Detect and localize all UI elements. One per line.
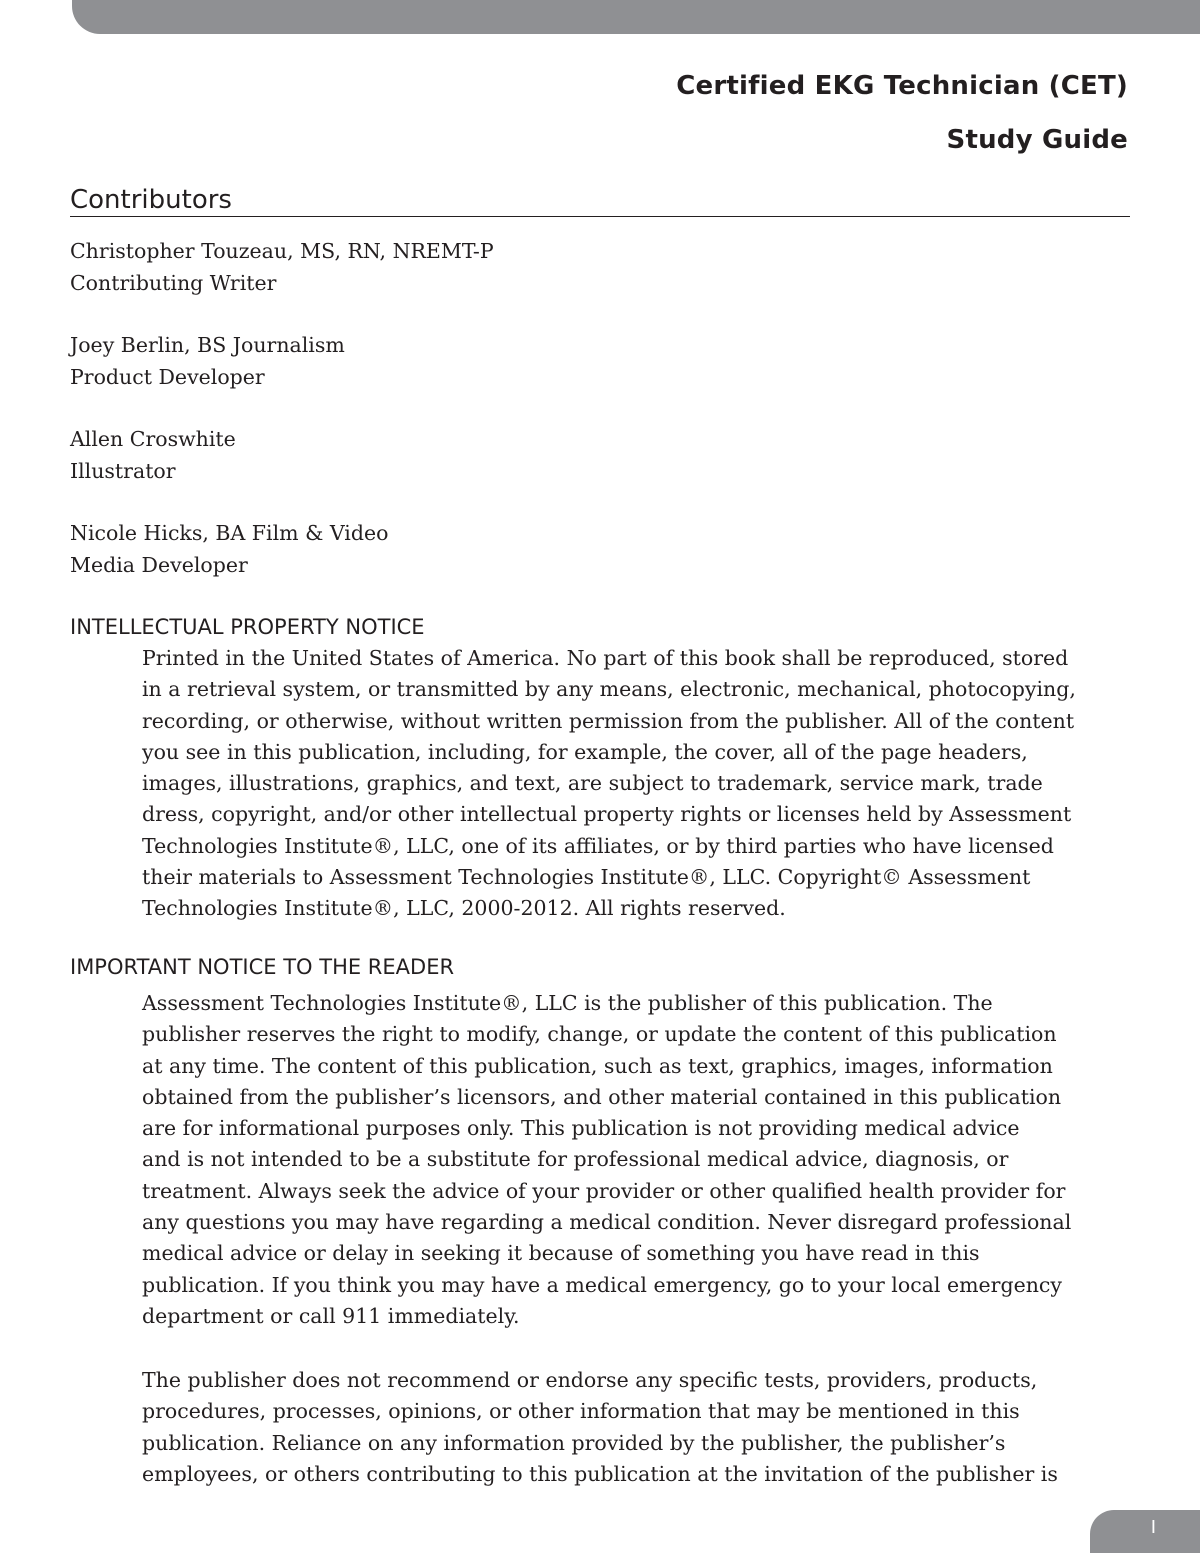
text-line: Technologies Institute®, LLC, one of its affiliates, or by third parties who have licensed bbox=[142, 833, 1054, 858]
text-line: in a retrieval system, or transmitted by any means, electronic, mechanical, photocopying, bbox=[142, 677, 1076, 702]
text-line: recording, or otherwise, without written permission from the publisher. All of the content bbox=[142, 708, 1075, 733]
text-line: Technologies Institute®, LLC, 2000-2012. All rights reserved. bbox=[142, 896, 786, 921]
text-line: are for informational purposes only. This publication is not providing medical advice bbox=[142, 1116, 1020, 1141]
contributor-entry bbox=[70, 424, 870, 487]
ip-notice-title: INTELLECTUAL PROPERTY NOTICE bbox=[70, 615, 425, 639]
contributor-role: Contributing Writer bbox=[70, 270, 277, 295]
contributors-heading: Contributors bbox=[70, 184, 1130, 217]
text-line: any questions you may have regarding a medical condition. Never disregard professional bbox=[142, 1210, 1072, 1235]
page-number: I bbox=[1150, 1517, 1156, 1538]
text-line: and is not intended to be a substitute for professional medical advice, diagnosis, or bbox=[142, 1147, 1009, 1172]
text-line: treatment. Always seek the advice of your provider or other qualified health provider for bbox=[142, 1178, 1066, 1203]
contributor-role: Product Developer bbox=[70, 364, 265, 389]
text-line: obtained from the publisher’s licensors, and other material contained in this publication bbox=[142, 1084, 1062, 1109]
text-line: procedures, processes, opinions, or other information that may be mentioned in this bbox=[142, 1399, 1020, 1424]
contributor-name: Christopher Touzeau, MS, RN, NREMT-P bbox=[70, 239, 494, 263]
text-line: medical advice or delay in seeking it because of something you have read in this bbox=[142, 1241, 980, 1266]
text-line: images, illustrations, graphics, and text, are subject to trademark, service mark, trade bbox=[142, 771, 1043, 796]
contributor-entry bbox=[70, 518, 870, 581]
text-line: publisher reserves the right to modify, change, or update the content of this publication bbox=[142, 1022, 1057, 1047]
reader-notice-paragraph-1 bbox=[142, 988, 1132, 1332]
text-line: department or call 911 immediately. bbox=[142, 1303, 520, 1328]
text-line: you see in this publication, including, for example, the cover, all of the page headers, bbox=[142, 739, 1028, 764]
document-subtitle: Study Guide bbox=[946, 125, 1128, 155]
contributor-entry bbox=[70, 236, 870, 299]
text-line: Assessment Technologies Institute®, LLC is the publisher of this publication. The bbox=[142, 991, 993, 1015]
contributor-name: Nicole Hicks, BA Film & Video bbox=[70, 521, 389, 545]
ip-notice-body bbox=[142, 643, 1132, 925]
contributor-name: Allen Croswhite bbox=[70, 427, 236, 451]
text-line: Printed in the United States of America. No part of this book shall be reproduced, stored bbox=[142, 646, 1069, 670]
document-title: Certified EKG Technician (CET) bbox=[676, 71, 1128, 101]
text-line: publication. If you think you may have a medical emergency, go to your local emergency bbox=[142, 1272, 1062, 1297]
text-line: dress, copyright, and/or other intellectual property rights or licenses held by Assessment bbox=[142, 802, 1072, 827]
reader-notice-title: IMPORTANT NOTICE TO THE READER bbox=[70, 955, 455, 979]
contributor-name: Joey Berlin, BS Journalism bbox=[70, 333, 345, 357]
page-number-tab bbox=[1090, 1510, 1200, 1553]
top-header-bar bbox=[72, 0, 1200, 34]
document-header bbox=[676, 66, 1128, 160]
text-line: employees, or others contributing to this publication at the invitation of the publisher is bbox=[142, 1461, 1058, 1486]
contributor-role: Illustrator bbox=[70, 458, 176, 483]
contributor-entry bbox=[70, 330, 870, 393]
text-line: their materials to Assessment Technologies Institute®, LLC. Copyright© Assessment bbox=[142, 865, 1031, 890]
contributor-role: Media Developer bbox=[70, 552, 248, 577]
text-line: at any time. The content of this publication, such as text, graphics, images, information bbox=[142, 1053, 1053, 1078]
text-line: publication. Reliance on any information provided by the publisher, the publisher’s bbox=[142, 1430, 1006, 1455]
reader-notice-paragraph-2 bbox=[142, 1365, 1132, 1490]
contributors-list bbox=[70, 236, 870, 612]
text-line: The publisher does not recommend or endorse any specific tests, providers, products, bbox=[142, 1368, 1038, 1392]
